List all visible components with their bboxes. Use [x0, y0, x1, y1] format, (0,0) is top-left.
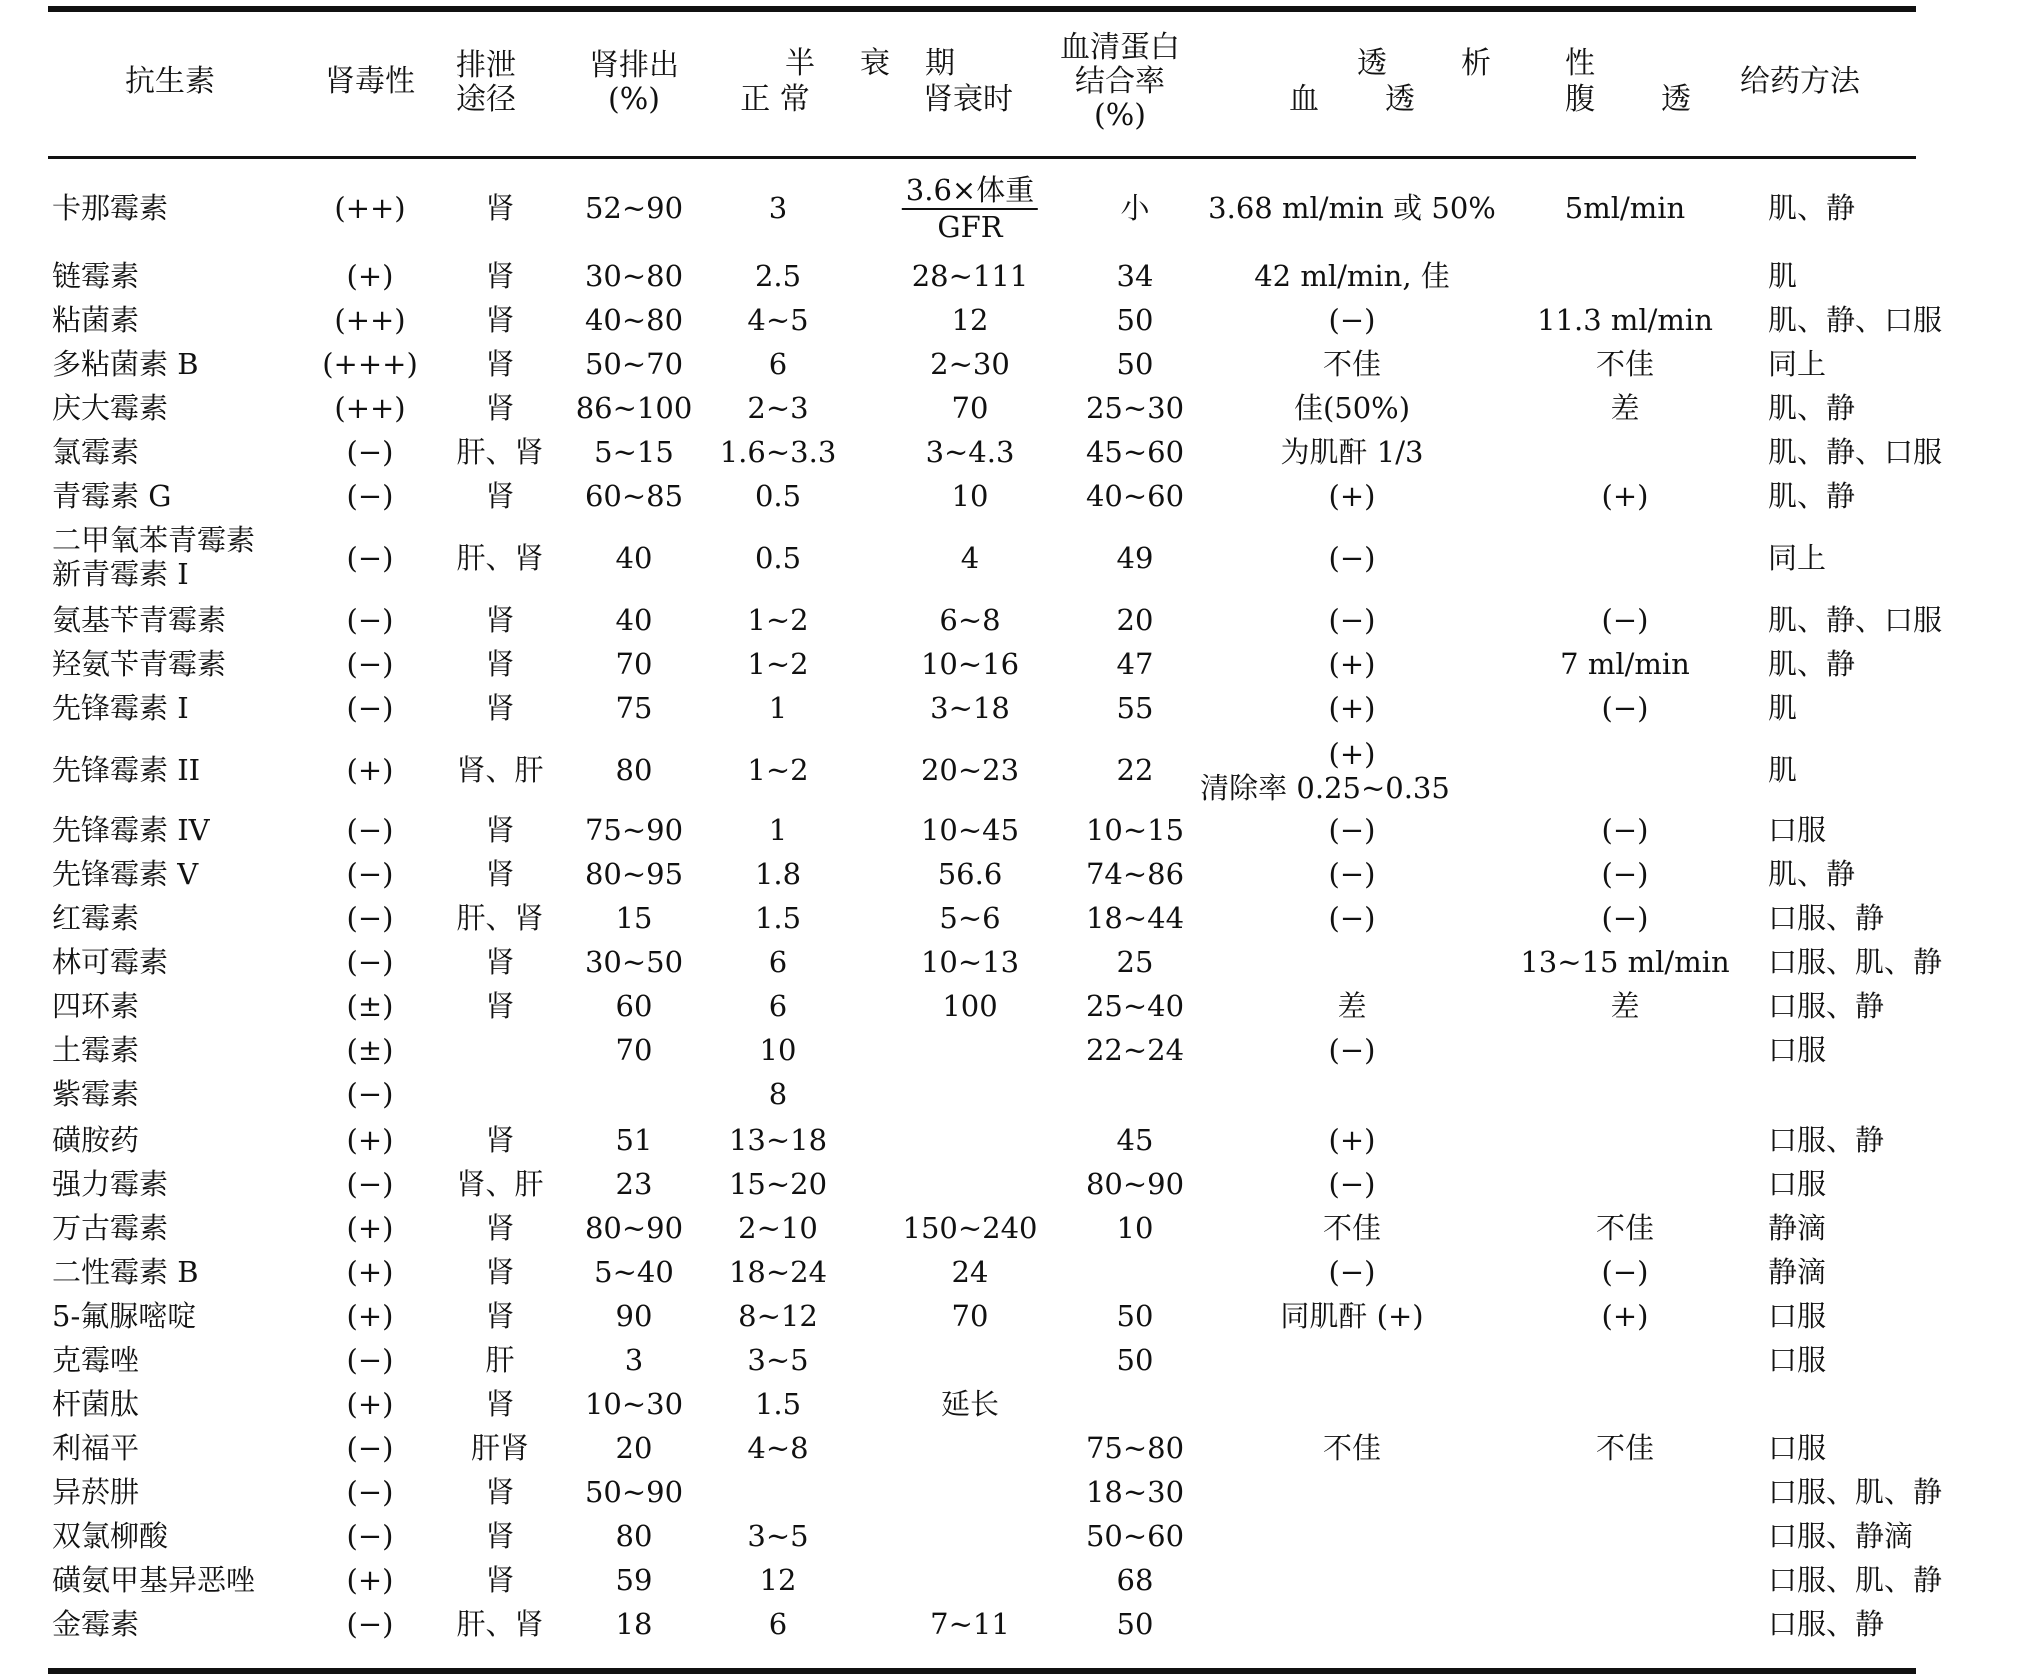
row-11-nephro: (+): [346, 753, 394, 787]
row-26-hemo: 不佳: [1322, 1431, 1382, 1465]
header-peritoneal-2: 透: [1661, 82, 1691, 117]
row-4-nephro: (++): [334, 391, 406, 425]
row-3-binding: 50: [1116, 347, 1154, 381]
row-18-nephro: (−): [346, 1077, 394, 1111]
row-15-admin: 口服、肌、静: [1768, 945, 1943, 979]
row-4-perit: 差: [1610, 391, 1640, 425]
header-rule: [48, 156, 1916, 159]
row-4-route: 肾: [485, 391, 515, 425]
row-12-route: 肾: [485, 813, 515, 847]
row-4-t-rf: 70: [951, 391, 989, 425]
row-2-perit: 11.3 ml/min: [1537, 303, 1713, 337]
row-24-nephro: (−): [346, 1343, 394, 1377]
row-20-renal: 23: [615, 1167, 653, 1201]
row-11-renal: 80: [615, 753, 653, 787]
row-19-route: 肾: [485, 1123, 515, 1157]
row-28-antibiotic: 双氯柳酸: [52, 1519, 169, 1553]
row-8-antibiotic: 氨基苄青霉素: [52, 603, 227, 637]
row-30-antibiotic: 金霉素: [52, 1607, 140, 1641]
row-9-perit: 7 ml/min: [1560, 647, 1690, 681]
row-6-renal: 60~85: [584, 479, 684, 513]
row-11-binding: 22: [1116, 753, 1154, 787]
row-8-perit: (−): [1601, 603, 1649, 637]
row-2-admin: 肌、静、口服: [1768, 303, 1943, 337]
row-19-admin: 口服、静: [1768, 1123, 1885, 1157]
row-23-perit: (+): [1601, 1299, 1649, 1333]
row-1-renal: 30~80: [584, 259, 684, 293]
row-13-route: 肾: [485, 857, 515, 891]
row-10-binding: 55: [1116, 691, 1154, 725]
row-0-perit: 5ml/min: [1564, 191, 1686, 225]
row-19-binding: 45: [1116, 1123, 1154, 1157]
row-13-antibiotic: 先锋霉素 V: [52, 857, 199, 891]
row-5-nephro: (−): [346, 435, 394, 469]
row-24-admin: 口服: [1768, 1343, 1827, 1377]
row-16-t-normal: 6: [768, 989, 788, 1023]
row-12-t-rf: 10~45: [920, 813, 1020, 847]
row-2-renal: 40~80: [584, 303, 684, 337]
row-5-antibiotic: 氯霉素: [52, 435, 140, 469]
row-11-hemo: (+): [1328, 737, 1376, 771]
row-3-perit: 不佳: [1595, 347, 1655, 381]
row-25-antibiotic: 杆菌肽: [52, 1387, 140, 1421]
row-2-binding: 50: [1116, 303, 1154, 337]
row-21-admin: 静滴: [1768, 1211, 1827, 1245]
row-6-nephro: (−): [346, 479, 394, 513]
row-9-nephro: (−): [346, 647, 394, 681]
row-29-t-normal: 12: [759, 1563, 797, 1597]
row-1-admin: 肌: [1768, 259, 1798, 293]
row-6-t-rf: 10: [951, 479, 989, 513]
row-7-nephro: (−): [346, 541, 394, 575]
row-21-antibiotic: 万古霉素: [52, 1211, 169, 1245]
row-6-hemo: (+): [1328, 479, 1376, 513]
row-0-renal: 52~90: [584, 191, 684, 225]
row-23-route: 肾: [485, 1299, 515, 1333]
row-0-route: 肾: [485, 191, 515, 225]
row-22-hemo: (−): [1328, 1255, 1376, 1289]
row-17-antibiotic: 土霉素: [52, 1033, 140, 1067]
row-4-renal: 86~100: [575, 391, 693, 425]
row-2-hemo: (−): [1328, 303, 1376, 337]
row-26-t-normal: 4~8: [747, 1431, 809, 1465]
row-15-perit: 13~15 ml/min: [1520, 945, 1730, 979]
row-16-nephro: (±): [346, 989, 394, 1023]
row-23-renal: 90: [615, 1299, 653, 1333]
row-10-t-rf: 3~18: [930, 691, 1010, 725]
header-peritoneal-1: 腹: [1565, 82, 1595, 117]
row-1-binding: 34: [1116, 259, 1154, 293]
row-14-renal: 15: [615, 901, 653, 935]
row-8-nephro: (−): [346, 603, 394, 637]
row-9-binding: 47: [1116, 647, 1154, 681]
row-10-route: 肾: [485, 691, 515, 725]
row-13-hemo: (−): [1328, 857, 1376, 891]
header-hemodialysis-2: 透: [1385, 82, 1415, 117]
row-5-t-normal: 1.6~3.3: [719, 435, 837, 469]
header-half-life-2: 衰: [860, 46, 890, 81]
row-10-perit: (−): [1601, 691, 1649, 725]
row-1-route: 肾: [485, 259, 515, 293]
row-9-antibiotic: 羟氨苄青霉素: [52, 647, 227, 681]
row-22-nephro: (+): [346, 1255, 394, 1289]
header-nephrotoxicity: 肾毒性: [325, 64, 415, 99]
row-29-antibiotic: 磺氨甲基异恶唑: [52, 1563, 256, 1597]
row-15-t-rf: 10~13: [920, 945, 1020, 979]
row-26-route: 肝肾: [470, 1431, 530, 1465]
row-0-antibiotic: 卡那霉素: [52, 191, 169, 225]
row-25-route: 肾: [485, 1387, 515, 1421]
header-excretion-route-2: 途径: [456, 82, 516, 117]
row-7-route: 肝、肾: [456, 541, 544, 575]
row-29-nephro: (+): [346, 1563, 394, 1597]
row-17-hemo: (−): [1328, 1033, 1376, 1067]
row-3-t-normal: 6: [768, 347, 788, 381]
row-14-admin: 口服、静: [1768, 901, 1885, 935]
header-dialysis-3: 性: [1565, 46, 1595, 81]
row-3-nephro: (+++): [322, 347, 418, 381]
row-2-route: 肾: [485, 303, 515, 337]
header-hemodialysis-1: 血: [1289, 82, 1319, 117]
row-14-antibiotic: 红霉素: [52, 901, 140, 935]
row-1-nephro: (+): [346, 259, 394, 293]
row-9-admin: 肌、静: [1768, 647, 1856, 681]
row-27-antibiotic: 异菸肼: [52, 1475, 140, 1509]
header-antibiotic: 抗生素: [125, 64, 215, 99]
row-7-t-rf: 4: [960, 541, 980, 575]
row-20-nephro: (−): [346, 1167, 394, 1201]
header-half-life-renal-failure: 肾衰时: [923, 82, 1013, 117]
row-5-renal: 5~15: [594, 435, 674, 469]
formula-denominator: GFR: [937, 210, 1003, 244]
header-dialysis-1: 透: [1357, 46, 1387, 81]
row-16-binding: 25~40: [1085, 989, 1185, 1023]
row-21-nephro: (+): [346, 1211, 394, 1245]
row-15-t-normal: 6: [768, 945, 788, 979]
row-27-route: 肾: [485, 1475, 515, 1509]
top-rule: [48, 6, 1916, 12]
row-13-binding: 74~86: [1085, 857, 1185, 891]
row-14-binding: 18~44: [1085, 901, 1185, 935]
row-22-perit: (−): [1601, 1255, 1649, 1289]
row-7-admin: 同上: [1768, 541, 1827, 575]
row-1-t-rf: 28~111: [911, 259, 1029, 293]
row-0-admin: 肌、静: [1768, 191, 1856, 225]
header-protein-binding-2: 结合率: [1075, 64, 1165, 99]
row-25-t-normal: 1.5: [754, 1387, 802, 1421]
row-23-admin: 口服: [1768, 1299, 1827, 1333]
header-protein-binding-3: (%): [1094, 98, 1146, 133]
row-25-nephro: (+): [346, 1387, 394, 1421]
row-8-t-normal: 1~2: [747, 603, 809, 637]
row-20-admin: 口服: [1768, 1167, 1827, 1201]
row-6-admin: 肌、静: [1768, 479, 1856, 513]
row-11-admin: 肌: [1768, 753, 1798, 787]
row-17-renal: 70: [615, 1033, 653, 1067]
row-23-t-rf: 70: [951, 1299, 989, 1333]
row-7-antibiotic-alt: 新青霉素 I: [52, 557, 189, 591]
row-12-perit: (−): [1601, 813, 1649, 847]
row-13-t-rf: 56.6: [937, 857, 1003, 891]
row-19-nephro: (+): [346, 1123, 394, 1157]
row-21-t-normal: 2~10: [738, 1211, 818, 1245]
row-4-admin: 肌、静: [1768, 391, 1856, 425]
row-0-binding: 小: [1120, 191, 1150, 225]
row-24-t-normal: 3~5: [747, 1343, 809, 1377]
row-20-route: 肾、肝: [456, 1167, 544, 1201]
header-dialysis-2: 析: [1461, 46, 1491, 81]
row-29-admin: 口服、肌、静: [1768, 1563, 1943, 1597]
row-10-admin: 肌: [1768, 691, 1798, 725]
row-2-nephro: (++): [334, 303, 406, 337]
row-19-hemo: (+): [1328, 1123, 1376, 1157]
row-30-t-normal: 6: [768, 1607, 788, 1641]
row-8-t-rf: 6~8: [939, 603, 1001, 637]
row-25-t-rf: 延长: [940, 1387, 1000, 1421]
row-8-renal: 40: [615, 603, 653, 637]
row-1-hemo: 42 ml/min, 佳: [1254, 259, 1450, 293]
row-2-t-rf: 12: [951, 303, 989, 337]
row-13-perit: (−): [1601, 857, 1649, 891]
row-9-renal: 70: [615, 647, 653, 681]
header-renal-excretion-2: (%): [608, 82, 660, 117]
row-21-perit: 不佳: [1595, 1211, 1655, 1245]
row-0-half-life-renal-failure-formula: [902, 174, 1038, 242]
row-23-nephro: (+): [346, 1299, 394, 1333]
row-7-binding: 49: [1116, 541, 1154, 575]
row-11-t-rf: 20~23: [920, 753, 1020, 787]
row-4-binding: 25~30: [1085, 391, 1185, 425]
header-half-life-3: 期: [925, 46, 955, 81]
row-12-binding: 10~15: [1085, 813, 1185, 847]
row-24-antibiotic: 克霉唑: [52, 1343, 140, 1377]
row-21-binding: 10: [1116, 1211, 1154, 1245]
row-17-t-normal: 10: [759, 1033, 797, 1067]
row-6-perit: (+): [1601, 479, 1649, 513]
row-22-admin: 静滴: [1768, 1255, 1827, 1289]
row-3-t-rf: 2~30: [930, 347, 1010, 381]
row-28-t-normal: 3~5: [747, 1519, 809, 1553]
row-12-admin: 口服: [1768, 813, 1827, 847]
row-30-nephro: (−): [346, 1607, 394, 1641]
row-30-admin: 口服、静: [1768, 1607, 1885, 1641]
row-27-renal: 50~90: [584, 1475, 684, 1509]
row-24-binding: 50: [1116, 1343, 1154, 1377]
row-15-binding: 25: [1116, 945, 1154, 979]
row-21-hemo: 不佳: [1322, 1211, 1382, 1245]
row-0-nephro: (++): [334, 191, 406, 225]
row-5-hemo: 为肌酐 1/3: [1280, 435, 1424, 469]
row-4-antibiotic: 庆大霉素: [52, 391, 169, 425]
header-excretion-route-1: 排泄: [456, 48, 516, 83]
row-11-route: 肾、肝: [456, 753, 544, 787]
row-15-nephro: (−): [346, 945, 394, 979]
row-3-admin: 同上: [1768, 347, 1827, 381]
row-27-nephro: (−): [346, 1475, 394, 1509]
row-1-t-normal: 2.5: [754, 259, 802, 293]
row-9-route: 肾: [485, 647, 515, 681]
row-14-route: 肝、肾: [456, 901, 544, 935]
row-5-t-rf: 3~4.3: [925, 435, 1015, 469]
row-26-admin: 口服: [1768, 1431, 1827, 1465]
row-7-t-normal: 0.5: [754, 541, 802, 575]
row-17-admin: 口服: [1768, 1033, 1827, 1067]
row-28-route: 肾: [485, 1519, 515, 1553]
row-21-t-rf: 150~240: [902, 1211, 1038, 1245]
row-5-route: 肝、肾: [456, 435, 544, 469]
row-23-t-normal: 8~12: [738, 1299, 818, 1333]
row-23-antibiotic: 5-氟脲嘧啶: [52, 1299, 197, 1333]
row-1-antibiotic: 链霉素: [52, 259, 140, 293]
row-6-t-normal: 0.5: [754, 479, 802, 513]
row-3-renal: 50~70: [584, 347, 684, 381]
row-9-t-normal: 1~2: [747, 647, 809, 681]
row-20-hemo: (−): [1328, 1167, 1376, 1201]
row-21-renal: 80~90: [584, 1211, 684, 1245]
row-20-antibiotic: 强力霉素: [52, 1167, 169, 1201]
row-22-antibiotic: 二性霉素 B: [52, 1255, 199, 1289]
header-renal-excretion-1: 肾排出: [589, 48, 679, 83]
header-half-life-normal: 正 常: [740, 82, 810, 117]
row-29-route: 肾: [485, 1563, 515, 1597]
row-10-antibiotic: 先锋霉素 I: [52, 691, 189, 725]
row-10-t-normal: 1: [768, 691, 788, 725]
header-protein-binding-1: 血清蛋白: [1060, 30, 1180, 65]
row-11-t-normal: 1~2: [747, 753, 809, 787]
row-7-renal: 40: [615, 541, 653, 575]
row-14-nephro: (−): [346, 901, 394, 935]
row-22-renal: 5~40: [594, 1255, 674, 1289]
row-24-route: 肝: [485, 1343, 515, 1377]
row-0-t-normal: 3: [768, 191, 788, 225]
row-13-t-normal: 1.8: [754, 857, 802, 891]
row-6-binding: 40~60: [1085, 479, 1185, 513]
row-12-nephro: (−): [346, 813, 394, 847]
row-16-antibiotic: 四环素: [52, 989, 140, 1023]
row-30-t-rf: 7~11: [930, 1607, 1010, 1641]
row-7-antibiotic: 二甲氧苯青霉素: [52, 523, 256, 557]
row-19-antibiotic: 磺胺药: [52, 1123, 140, 1157]
row-29-renal: 59: [615, 1563, 653, 1597]
row-10-nephro: (−): [346, 691, 394, 725]
row-19-t-normal: 13~18: [728, 1123, 828, 1157]
row-4-t-normal: 2~3: [747, 391, 809, 425]
row-9-t-rf: 10~16: [920, 647, 1020, 681]
row-16-route: 肾: [485, 989, 515, 1023]
row-8-binding: 20: [1116, 603, 1154, 637]
row-13-nephro: (−): [346, 857, 394, 891]
row-23-hemo: 同肌酐 (+): [1280, 1299, 1424, 1333]
row-5-admin: 肌、静、口服: [1768, 435, 1943, 469]
row-28-renal: 80: [615, 1519, 653, 1553]
row-3-antibiotic: 多粘菌素 B: [52, 347, 199, 381]
row-25-renal: 10~30: [584, 1387, 684, 1421]
row-3-hemo: 不佳: [1322, 347, 1382, 381]
row-26-nephro: (−): [346, 1431, 394, 1465]
row-28-nephro: (−): [346, 1519, 394, 1553]
row-22-t-normal: 18~24: [728, 1255, 828, 1289]
row-20-t-normal: 15~20: [728, 1167, 828, 1201]
row-15-renal: 30~50: [584, 945, 684, 979]
row-14-hemo: (−): [1328, 901, 1376, 935]
row-10-hemo: (+): [1328, 691, 1376, 725]
row-13-admin: 肌、静: [1768, 857, 1856, 891]
row-26-perit: 不佳: [1595, 1431, 1655, 1465]
row-28-binding: 50~60: [1085, 1519, 1185, 1553]
row-0-hemo: 3.68 ml/min 或 50%: [1208, 191, 1496, 225]
row-18-t-normal: 8: [768, 1077, 788, 1111]
row-22-t-rf: 24: [951, 1255, 989, 1289]
row-5-binding: 45~60: [1085, 435, 1185, 469]
row-16-admin: 口服、静: [1768, 989, 1885, 1023]
row-29-binding: 68: [1116, 1563, 1154, 1597]
row-16-renal: 60: [615, 989, 653, 1023]
row-18-antibiotic: 紫霉素: [52, 1077, 140, 1111]
row-15-route: 肾: [485, 945, 515, 979]
row-20-binding: 80~90: [1085, 1167, 1185, 1201]
row-19-renal: 51: [615, 1123, 653, 1157]
row-2-t-normal: 4~5: [747, 303, 809, 337]
row-9-hemo: (+): [1328, 647, 1376, 681]
header-half-life-1: 半: [785, 46, 815, 81]
row-30-renal: 18: [615, 1607, 653, 1641]
row-16-perit: 差: [1610, 989, 1640, 1023]
row-11-hemo-clearance: 清除率 0.25~0.35: [1200, 771, 1450, 805]
row-14-t-rf: 5~6: [939, 901, 1001, 935]
row-4-hemo: 佳(50%): [1293, 391, 1411, 425]
row-11-antibiotic: 先锋霉素 II: [52, 753, 201, 787]
formula-numerator: 3.6×体重: [902, 174, 1038, 210]
row-24-renal: 3: [624, 1343, 644, 1377]
row-30-route: 肝、肾: [456, 1607, 544, 1641]
row-26-renal: 20: [615, 1431, 653, 1465]
row-15-antibiotic: 林可霉素: [52, 945, 169, 979]
row-2-antibiotic: 粘菌素: [52, 303, 140, 337]
row-3-route: 肾: [485, 347, 515, 381]
row-27-admin: 口服、肌、静: [1768, 1475, 1943, 1509]
row-12-hemo: (−): [1328, 813, 1376, 847]
row-26-binding: 75~80: [1085, 1431, 1185, 1465]
row-6-route: 肾: [485, 479, 515, 513]
row-17-nephro: (±): [346, 1033, 394, 1067]
row-12-renal: 75~90: [584, 813, 684, 847]
row-7-hemo: (−): [1328, 541, 1376, 575]
row-12-antibiotic: 先锋霉素 IV: [52, 813, 210, 847]
row-13-renal: 80~95: [584, 857, 684, 891]
row-8-hemo: (−): [1328, 603, 1376, 637]
row-26-antibiotic: 利福平: [52, 1431, 140, 1465]
row-23-binding: 50: [1116, 1299, 1154, 1333]
row-14-t-normal: 1.5: [754, 901, 802, 935]
row-21-route: 肾: [485, 1211, 515, 1245]
row-27-binding: 18~30: [1085, 1475, 1185, 1509]
header-administration: 给药方法: [1740, 64, 1860, 99]
row-16-t-rf: 100: [942, 989, 998, 1023]
row-16-hemo: 差: [1337, 989, 1367, 1023]
row-14-perit: (−): [1601, 901, 1649, 935]
row-28-admin: 口服、静滴: [1768, 1519, 1914, 1553]
row-22-route: 肾: [485, 1255, 515, 1289]
row-17-binding: 22~24: [1085, 1033, 1185, 1067]
row-30-binding: 50: [1116, 1607, 1154, 1641]
row-10-renal: 75: [615, 691, 653, 725]
row-6-antibiotic: 青霉素 G: [52, 479, 172, 513]
row-8-route: 肾: [485, 603, 515, 637]
row-8-admin: 肌、静、口服: [1768, 603, 1943, 637]
bottom-rule: [48, 1668, 1916, 1674]
row-12-t-normal: 1: [768, 813, 788, 847]
